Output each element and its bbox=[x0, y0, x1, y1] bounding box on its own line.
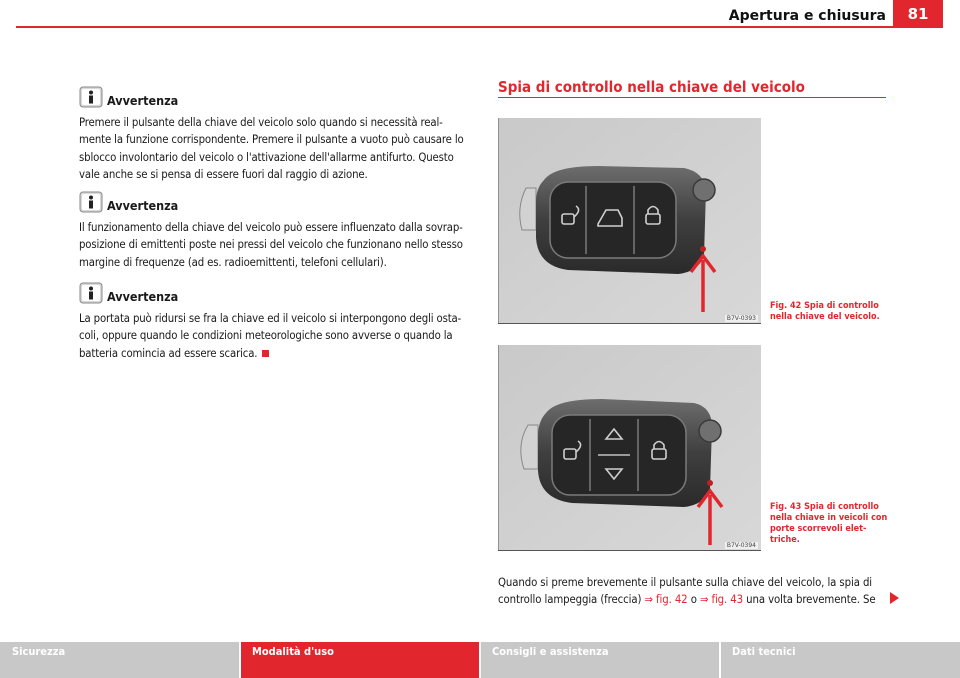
footer-divider bbox=[239, 642, 241, 678]
note-title: Avvertenza bbox=[107, 289, 179, 304]
note-body: Premere il pulsante della chiave del veicolo solo quando si necessità real-mente la funzione corrispondente. Premere il pulsante a vuoto può causare lo sblocco involontario del veicolo o l'attivazione dell'allarme antifurto. Questo vale anche se si pensa di essere fuori dal raggio di azione. bbox=[79, 116, 464, 181]
footer-divider bbox=[719, 642, 721, 678]
footer-tab-modalita-uso[interactable]: Modalità d'uso bbox=[240, 642, 480, 678]
note-body bbox=[79, 310, 471, 362]
note-warning-1 bbox=[79, 85, 471, 183]
section-title: Spia di controllo nella chiave del veicolo bbox=[498, 78, 805, 96]
footer-tab-dati-tecnici[interactable]: Dati tecnici bbox=[720, 642, 960, 678]
footer-tab-sicurezza[interactable]: Sicurezza bbox=[0, 642, 240, 678]
figure-code: B7V-0393 bbox=[726, 315, 756, 322]
body-text-end: una volta brevemente. Se bbox=[743, 593, 876, 607]
page-header-title: Apertura e chiusura bbox=[728, 8, 886, 24]
page-number: 81 bbox=[893, 0, 943, 27]
info-note-icon bbox=[79, 190, 103, 214]
figure-code: B7V-0394 bbox=[726, 542, 756, 549]
header-rule bbox=[16, 26, 943, 28]
note-body: Il funzionamento della chiave del veicolo può essere influenzato dalla sovrap-posizione di emittenti poste nei pressi del veicolo che funzionano nello stesso margine di frequenze (ad es. radioemittenti, telefoni cellulari). bbox=[79, 221, 463, 269]
info-note-icon bbox=[79, 281, 103, 305]
car-key-illustration bbox=[498, 118, 761, 324]
footer-tab-consigli-assistenza[interactable]: Consigli e assistenza bbox=[480, 642, 720, 678]
figure-43-image bbox=[498, 345, 761, 551]
note-title: Avvertenza bbox=[107, 198, 179, 213]
continue-arrow-icon bbox=[890, 592, 899, 604]
body-paragraph bbox=[498, 574, 888, 609]
footer-nav bbox=[0, 642, 960, 678]
figure-42-caption: Fig. 42 Spia di controllo nella chiave del veicolo. bbox=[770, 301, 880, 322]
note-warning-3 bbox=[79, 281, 471, 362]
end-of-section-icon bbox=[262, 350, 269, 357]
figure-42-image bbox=[498, 118, 761, 324]
info-note-icon bbox=[79, 85, 103, 109]
car-key-sliding-doors-illustration bbox=[498, 345, 761, 551]
figure-43-link[interactable]: ⇒ fig. 43 bbox=[699, 593, 744, 607]
figure-43-caption: Fig. 43 Spia di controllo nella chiave in veicoli con porte scorrevoli elet-triche. bbox=[770, 502, 888, 545]
note-body-text: La portata può ridursi se fra la chiave ed il veicolo si interpongono degli osta-coli, oppure quando le condizioni meteorologiche sono avverse o quando la batteria comincia ad essere scarica. bbox=[79, 312, 462, 360]
section-rule bbox=[498, 97, 886, 98]
body-text-start: Quando si preme brevemente il pulsante sulla chiave del veicolo, la spia di controllo lampeggia (freccia) bbox=[498, 576, 873, 607]
body-text-mid: o bbox=[687, 593, 700, 607]
figure-42-link[interactable]: ⇒ fig. 42 bbox=[644, 593, 688, 607]
note-title: Avvertenza bbox=[107, 93, 179, 108]
note-warning-2 bbox=[79, 190, 471, 271]
footer-divider bbox=[479, 642, 481, 678]
